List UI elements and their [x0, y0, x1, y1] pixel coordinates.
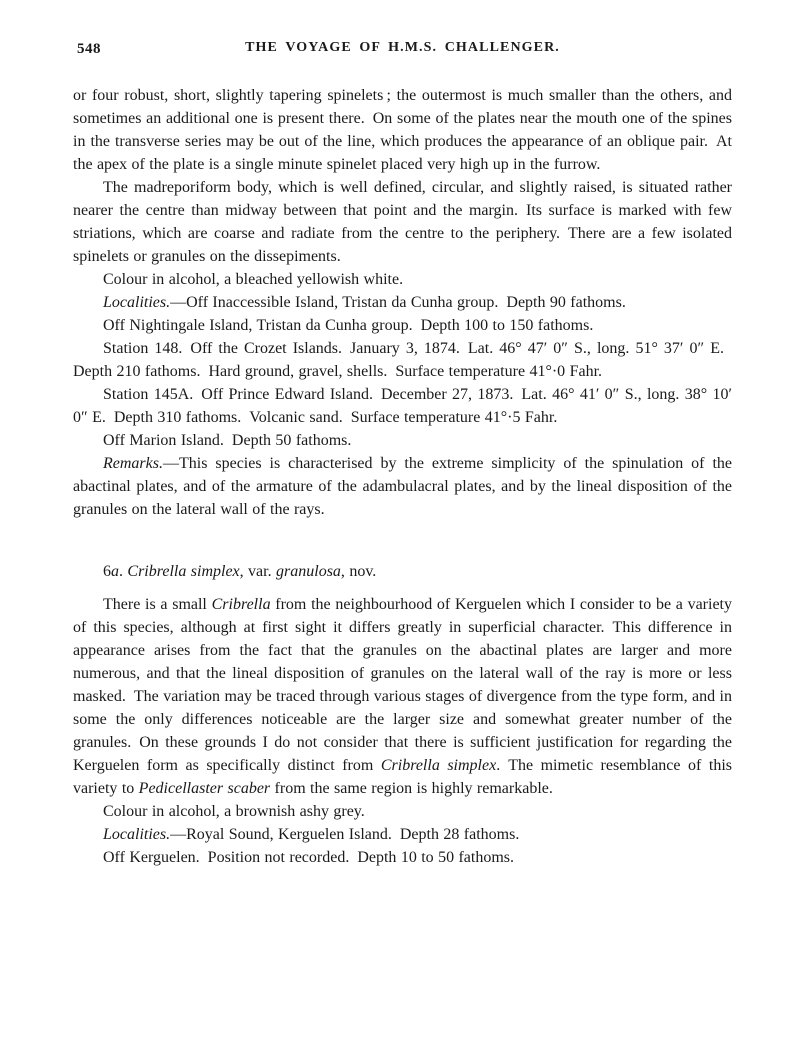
- text-segment: . The mimetic resemblance of this variety to: [73, 757, 732, 797]
- paragraph-locality-kerguelen: [73, 846, 732, 869]
- text-segment: Off Kerguelen. Position not recorded. Depth 10 to 50 fathoms.: [103, 849, 515, 866]
- text-segment: Station 148. Off the Crozet Islands. January 3, 1874. Lat. 46° 47′ 0″ S., long. 51° 37′ 0″ E. Depth 210 fathoms. Hard ground, gravel, shells. Surface temperature 41°·0 Fahr.: [73, 340, 732, 380]
- text-segment: —This species is characterised by the extreme simplicity of the spinulation of the abactinal plates, and of the armature of the adambulacral plates, and by the lineal disposition of the granules on the lateral wall of the rays.: [73, 455, 732, 518]
- page-header: [73, 40, 732, 58]
- text-segment: —Royal Sound, Kerguelen Island. Depth 28 fathoms.: [170, 826, 520, 843]
- italic-text-segment: granulosa: [276, 563, 341, 580]
- text-segment: Off Marion Island. Depth 50 fathoms.: [103, 432, 352, 449]
- text-segment: Station 145A. Off Prince Edward Island. December 27, 1873. Lat. 46° 41′ 0″ S., long. 38° 10′ 0″ E. Depth 310 fathoms. Volcanic sand. Surface temperature 41°·5 Fahr.: [73, 386, 732, 426]
- paragraph-locality-nightingale: [73, 314, 732, 337]
- italic-text-segment: Cribrella simplex: [380, 757, 497, 774]
- running-title: THE VOYAGE OF H.M.S. CHALLENGER.: [245, 40, 560, 55]
- text-segment: 6: [103, 563, 111, 580]
- text-segment: Colour in alcohol, a brownish ashy grey.: [103, 803, 365, 820]
- text-segment: —Off Inaccessible Island, Tristan da Cunha group. Depth 90 fathoms.: [170, 294, 626, 311]
- text-segment: , nov.: [340, 563, 377, 580]
- paragraph-locality-marion: [73, 429, 732, 452]
- paragraph-station-148: [73, 337, 732, 383]
- italic-text-segment: Cribrella: [211, 596, 271, 613]
- text-segment: , var.: [239, 563, 277, 580]
- italic-text-segment: Pedicellaster scaber: [138, 780, 271, 797]
- text-segment: from the same region is highly remarkable.: [270, 780, 553, 797]
- section-heading: [73, 560, 732, 583]
- italic-text-segment: Cribrella simplex: [127, 563, 240, 580]
- italic-text-segment: a: [111, 563, 119, 580]
- page-content: [73, 84, 732, 869]
- italic-text-segment: Localities.: [103, 826, 171, 843]
- italic-text-segment: Remarks.: [103, 455, 163, 472]
- paragraph-variety-discussion: [73, 593, 732, 800]
- paragraph-colour: [73, 268, 732, 291]
- text-segment: from the neighbourhood of Kerguelen which I consider to be a variety of this species, although at first sight it differs greatly in superficial character. This difference in appearance arises from the fact that the granules on the abactinal plates are larger and more numerous, and that the lineal disposition of granules on the lateral wall of the ray is more or less masked. The variation may be traced through various stages of divergence from the type form, and in some the only differences noticeable are the larger size and somewhat greater number of the granules. On these grounds I do not consider that there is sufficient justification for regarding the Kerguelen form as specifically distinct from: [73, 596, 732, 774]
- paragraph-localities: [73, 291, 732, 314]
- paragraph-madreporiform-body: [73, 176, 732, 268]
- paragraph-station-145a: [73, 383, 732, 429]
- text-segment: Colour in alcohol, a bleached yellowish white.: [103, 271, 404, 288]
- paragraph-colour-variety: [73, 800, 732, 823]
- text-segment: There is a small: [103, 596, 212, 613]
- page-number: 548: [77, 41, 101, 57]
- text-segment: or four robust, short, slightly tapering spinelets ; the outermost is much smaller than the others, and sometimes an additional one is present there. On some of the plates near the mouth one of the spines in the transverse series may be out of the line, which produces the appearance of an oblique pair. At the apex of the plate is a single minute spinelet placed very high up in the furrow.: [73, 87, 732, 173]
- paragraph-remarks: [73, 452, 732, 521]
- text-segment: .: [119, 563, 128, 580]
- text-segment: The madreporiform body, which is well defined, circular, and slightly raised, is situated rather nearer the centre than midway between that point and the margin. Its surface is marked with few striations, which are coarse and radiate from the centre to the periphery. There are a few isolated spinelets or granules on the dissepiments.: [73, 179, 732, 265]
- paragraph-continuation: [73, 84, 732, 176]
- italic-text-segment: Localities.: [103, 294, 171, 311]
- text-segment: Off Nightingale Island, Tristan da Cunha group. Depth 100 to 150 fathoms.: [103, 317, 594, 334]
- paragraph-localities-variety: [73, 823, 732, 846]
